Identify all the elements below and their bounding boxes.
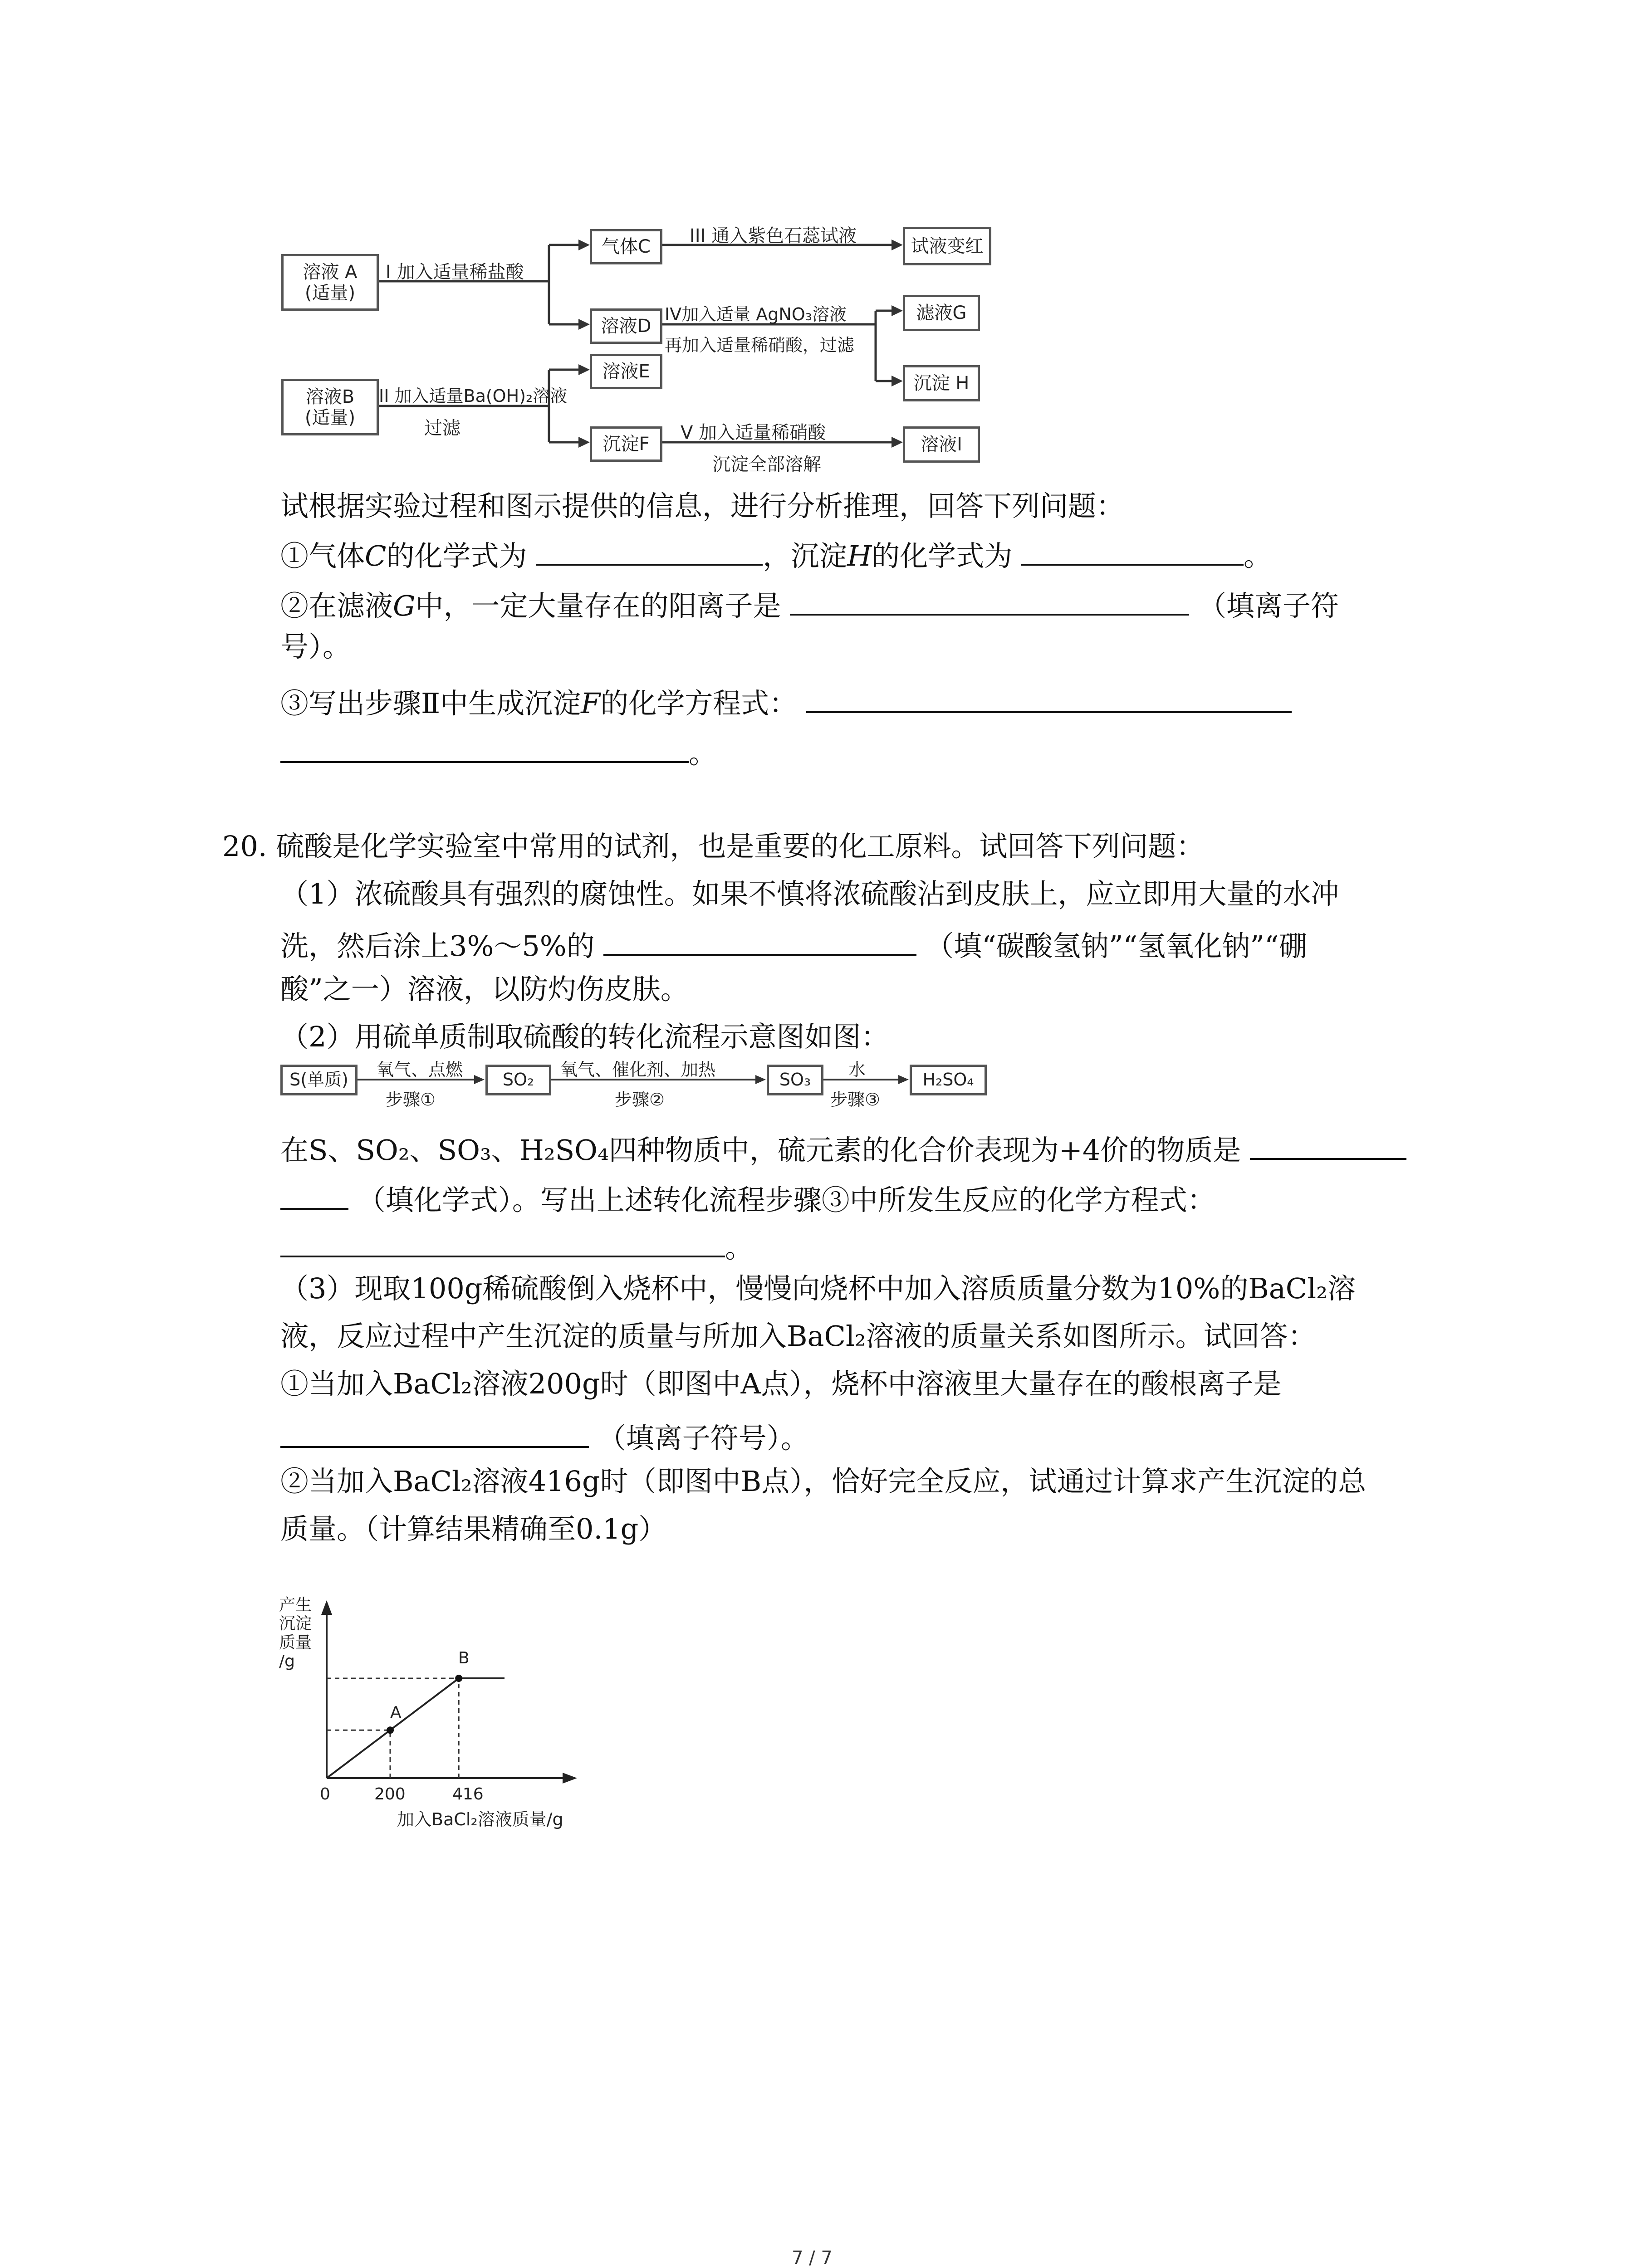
origin-label: 0	[320, 1785, 330, 1804]
data-point-b	[455, 1675, 462, 1682]
series-line	[327, 1678, 505, 1778]
step-4-label: IV加入适量 AgNO₃溶液	[665, 304, 847, 324]
q19-part3-cont: 。	[280, 735, 717, 767]
data-point-a	[387, 1726, 394, 1734]
step-5-label: V 加入适量稀硝酸	[681, 422, 826, 443]
q20-s3-line5: ②当加入BaCl₂溶液416g时（即图中B点），恰好完全反应，试通过计算求产生沉淀的总	[280, 1465, 1367, 1498]
step-2-label: II 加入适量Ba(OH)₂溶液	[379, 386, 568, 406]
page-number: 7 / 7	[792, 2248, 833, 2268]
so3-box: SO₃	[767, 1065, 823, 1095]
x-axis-label: 加入BaCl₂溶液质量/g	[397, 1809, 563, 1829]
x-axis-arrow	[563, 1773, 577, 1784]
precipitate-h-box: 沉淀 H	[903, 365, 980, 401]
q20-s2-line2: （填化学式）。写出上述转化流程步骤③中所发生反应的化学方程式：	[280, 1182, 1215, 1214]
step-3-condition: 水	[848, 1060, 866, 1080]
step-2-name: 步骤②	[615, 1090, 665, 1110]
q20-s3-line6: 质量。（计算结果精确至0.1g）	[280, 1512, 667, 1545]
point-label-a: A	[390, 1703, 402, 1722]
solution-e-box: 溶液E	[590, 354, 662, 389]
sulfur-box: S(单质)	[280, 1065, 358, 1095]
y-axis-arrow	[321, 1600, 332, 1615]
q20-s2-line1: 在S、SO₂、SO₃、H₂SO₄四种物质中，硫元素的化合价表现为+4价的物质是	[280, 1132, 1406, 1164]
filtrate-g-box: 滤液G	[903, 295, 980, 331]
q19-part2-cont: 号）。	[280, 630, 351, 663]
step-1-label: I 加入适量稀盐酸	[386, 262, 524, 283]
q19-part1: ①气体C的化学式为 ，沉淀H的化学式为 。	[280, 538, 1272, 570]
step-2-filter-label: 过滤	[424, 418, 460, 439]
step-1-condition: 氧气、点燃	[377, 1060, 463, 1080]
x-tick-label-416: 416	[452, 1785, 484, 1804]
step-4-acid-label: 再加入适量稀硝酸，过滤	[665, 335, 855, 355]
q20-stem: 20. 硫酸是化学实验室中常用的试剂，也是重要的化工原料。试回答下列问题：	[222, 830, 1205, 863]
step-2-condition: 氧气、催化剂、加热	[560, 1060, 716, 1080]
solution-b-box: 溶液B (适量)	[281, 379, 379, 435]
q19-intro: 试根据实验过程和图示提供的信息，进行分析推理，回答下列问题：	[280, 489, 1125, 523]
step-1-name: 步骤①	[386, 1090, 436, 1110]
q19-part2: ②在滤液G中，一定大量存在的阳离子是 （填离子符	[280, 587, 1339, 620]
gas-c-box: 气体C	[590, 229, 662, 264]
q20-s3-line1: （3）现取100g稀硫酸倒入烧杯中，慢慢向烧杯中加入溶质质量分数为10%的BaCl₂溶	[280, 1272, 1356, 1305]
x-tick-label-200: 200	[374, 1785, 406, 1804]
y-axis-label: 产生 沉淀 质量 /g	[279, 1596, 312, 1671]
q20-s2-line3: 。	[280, 1229, 753, 1262]
solution-d-box: 溶液D	[590, 308, 662, 344]
step-3-label: III 通入紫色石蕊试液	[690, 225, 857, 246]
q20-s1-line2: 洗，然后涂上3%～5%的 （填“碳酸氢钠”“氢氧化钠”“硼	[280, 928, 1307, 960]
q20-s3-line3: ①当加入BaCl₂溶液200g时（即图中A点），烧杯中溶液里大量存在的酸根离子是	[280, 1367, 1282, 1400]
solution-a-box: 溶液 A (适量)	[281, 254, 379, 311]
h2so4-box: H₂SO₄	[910, 1065, 987, 1095]
q20-s3-line2: 液，反应过程中产生沉淀的质量与所加入BaCl₂溶液的质量关系如图所示。试回答：	[280, 1320, 1316, 1353]
point-label-b: B	[458, 1649, 470, 1667]
step-3-name: 步骤③	[830, 1090, 881, 1110]
q20-s2-intro: （2）用硫单质制取硫酸的转化流程示意图如图：	[280, 1020, 889, 1053]
q20-s1-line1: （1）浓硫酸具有强烈的腐蚀性。如果不慎将浓硫酸沾到皮肤上，应立即用大量的水冲	[280, 877, 1339, 910]
q19-part3: ③写出步骤Ⅱ中生成沉淀F的化学方程式：	[280, 685, 1292, 718]
precipitate-f-box: 沉淀F	[590, 426, 662, 462]
step-5-dissolve-label: 沉淀全部溶解	[712, 454, 821, 475]
solution-i-box: 溶液I	[903, 426, 980, 463]
so2-box: SO₂	[485, 1065, 551, 1095]
q20-s3-line4: （填离子符号）。	[280, 1420, 809, 1452]
turns-red-box: 试液变红	[903, 227, 991, 265]
q20-s1-line3: 酸”之一）溶液，以防灼伤皮肤。	[280, 973, 689, 1006]
